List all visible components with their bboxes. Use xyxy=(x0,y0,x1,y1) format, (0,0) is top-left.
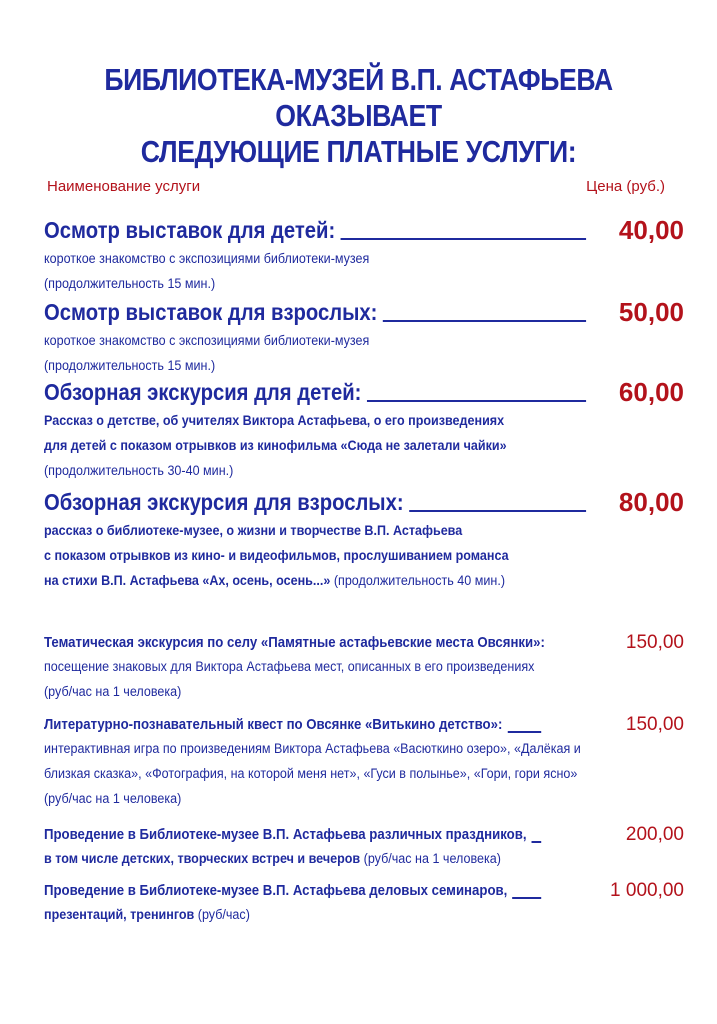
service-name: Тематическая экскурсия по селу «Памятные астафьевские места Овсянки»: xyxy=(44,634,545,651)
service-price: 200,00 xyxy=(625,824,684,845)
leader-line xyxy=(367,400,586,402)
service-desc xyxy=(44,902,639,927)
desc-line: короткое знакомство с экспозициями библиотеки-музея xyxy=(44,333,370,348)
leader-line xyxy=(513,897,542,899)
service-item xyxy=(44,378,684,483)
service-name-row xyxy=(44,632,678,654)
leader-line xyxy=(532,841,541,843)
service-name-row xyxy=(44,378,678,406)
service-desc xyxy=(44,736,639,811)
service-name-row xyxy=(44,714,678,736)
leader-line xyxy=(409,510,586,512)
service-item xyxy=(44,298,684,378)
desc-unit: (руб/час на 1 человека) xyxy=(360,851,501,866)
desc-line: (руб/час на 1 человека) xyxy=(44,791,182,806)
service-item xyxy=(44,488,684,593)
desc-unit: (руб/час) xyxy=(194,907,250,922)
service-item xyxy=(44,216,684,296)
service-price: 80,00 xyxy=(618,487,684,517)
service-price: 150,00 xyxy=(625,632,684,653)
desc-line: с показом отрывков из кино- и видеофильмов, прослушиванием романса xyxy=(44,548,509,563)
leader-line xyxy=(383,320,586,322)
desc-line: (продолжительность 15 мин.) xyxy=(44,358,216,373)
service-desc xyxy=(44,246,639,296)
column-header-price: Цена (руб.) xyxy=(586,178,665,195)
service-desc xyxy=(44,518,639,593)
column-header-name: Наименование услуги xyxy=(47,178,201,195)
desc-line xyxy=(44,568,639,593)
desc-line: для детей с показом отрывков из кинофильма «Сюда не залетали чайки» xyxy=(44,438,507,453)
desc-line: (продолжительность 30-40 мин.) xyxy=(44,463,234,478)
desc-duration: (продолжительность 40 мин.) xyxy=(330,573,506,588)
service-item xyxy=(44,632,684,704)
service-name-row xyxy=(44,824,678,846)
service-item xyxy=(44,824,684,871)
desc-line: (продолжительность 15 мин.) xyxy=(44,276,216,291)
service-name-row xyxy=(44,298,678,326)
service-name-row xyxy=(44,880,678,902)
service-price: 50,00 xyxy=(618,297,684,327)
service-name-row xyxy=(44,488,678,516)
service-price: 40,00 xyxy=(618,215,684,245)
service-price: 1 000,00 xyxy=(610,880,684,901)
desc-line: близкая сказка», «Фотография, на которой меня нет», «Гуси в полынье», «Гори, гори ясно» xyxy=(44,766,578,781)
title-line-2: СЛЕДУЮЩИЕ ПЛАТНЫЕ УСЛУГИ: xyxy=(140,134,577,169)
page-title xyxy=(50,62,667,170)
service-name: Проведение в Библиотеке-музее В.П. Астафьева деловых семинаров, xyxy=(44,882,508,899)
desc-line: Рассказ о детстве, об учителях Виктора Астафьева, о его произведениях xyxy=(44,413,505,428)
service-price: 150,00 xyxy=(625,714,684,735)
desc-line: (руб/час на 1 человека) xyxy=(44,684,182,699)
service-item xyxy=(44,714,684,811)
service-price: 60,00 xyxy=(618,377,684,407)
desc-line: интерактивная игра по произведениям Виктора Астафьева «Васюткино озеро», «Далёкая и xyxy=(44,741,581,756)
service-desc xyxy=(44,846,639,871)
desc-text: на стихи В.П. Астафьева «Ах, осень, осень...» xyxy=(44,573,331,588)
service-name: Обзорная экскурсия для взрослых: xyxy=(44,489,404,515)
desc-line: рассказ о библиотеке-музее, о жизни и творчестве В.П. Астафьева xyxy=(44,523,463,538)
service-name: Проведение в Библиотеке-музее В.П. Астафьева различных праздников, xyxy=(44,826,527,843)
service-name: Осмотр выставок для взрослых: xyxy=(44,299,378,325)
leader-line xyxy=(508,731,542,733)
service-desc xyxy=(44,408,639,483)
leader-line xyxy=(341,238,587,240)
service-name-row xyxy=(44,216,678,244)
desc-text: в том числе детских, творческих встреч и вечеров xyxy=(44,851,361,866)
service-name: Осмотр выставок для детей: xyxy=(44,217,336,243)
desc-text: презентаций, тренингов xyxy=(44,907,195,922)
desc-line: короткое знакомство с экспозициями библиотеки-музея xyxy=(44,251,370,266)
desc-line: посещение знаковых для Виктора Астафьева мест, описанных в его произведениях xyxy=(44,659,535,674)
service-desc xyxy=(44,328,639,378)
service-name: Обзорная экскурсия для детей: xyxy=(44,379,362,405)
service-item xyxy=(44,880,684,927)
title-line-1: БИБЛИОТЕКА-МУЗЕЙ В.П. АСТАФЬЕВА ОКАЗЫВАЕТ xyxy=(104,62,613,133)
service-desc xyxy=(44,654,639,704)
service-name: Литературно-познавательный квест по Овсянке «Витькино детство»: xyxy=(44,716,503,733)
